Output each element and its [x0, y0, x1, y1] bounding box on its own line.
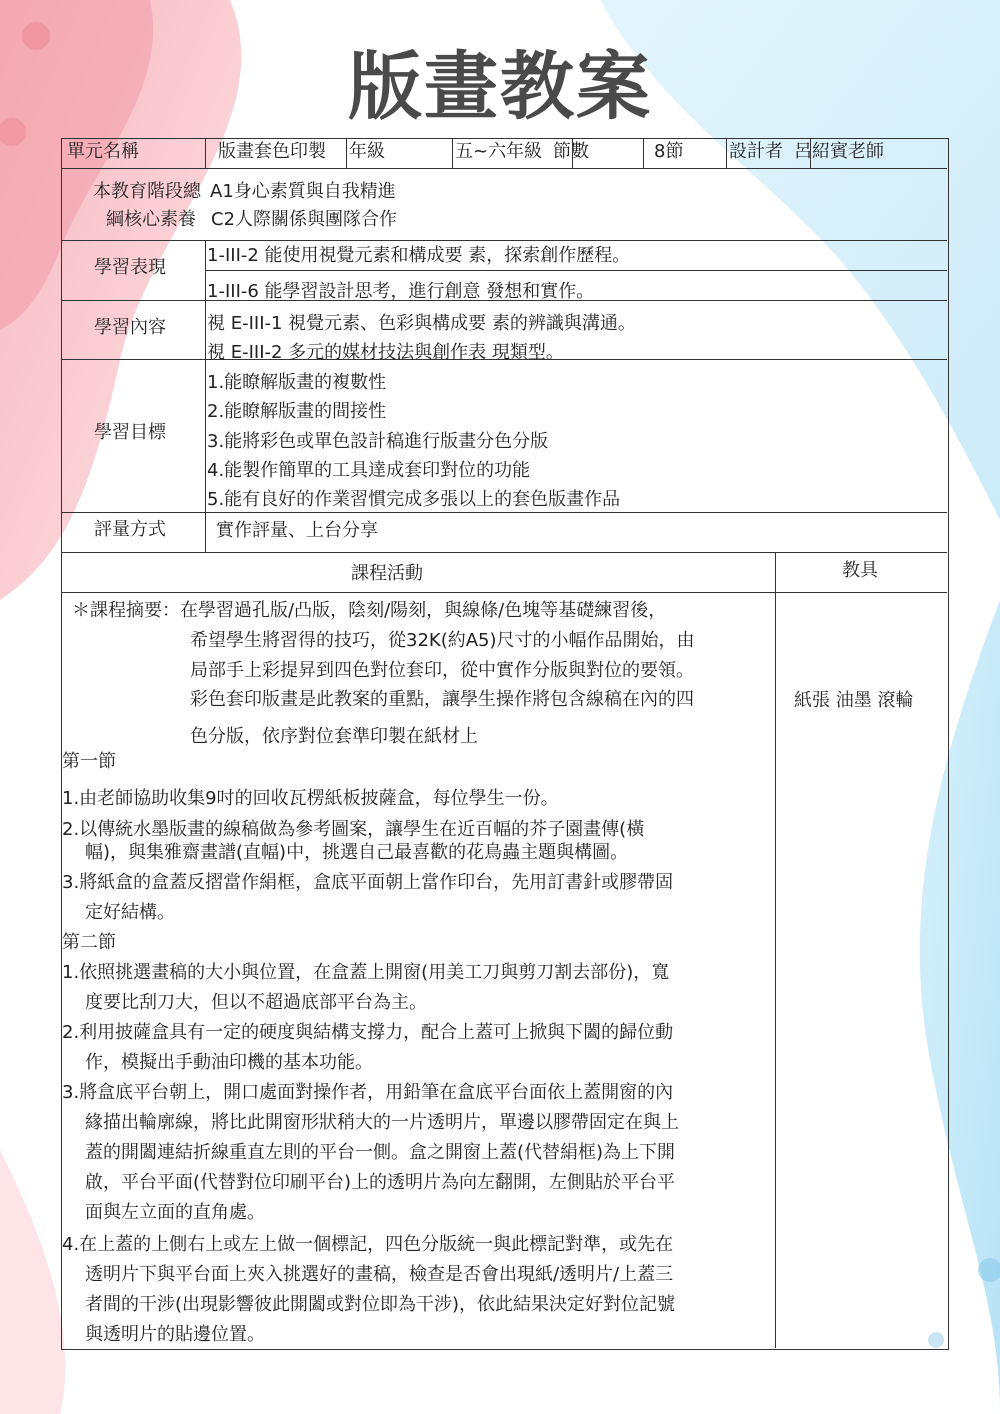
unit-value: 版畫套色印製	[218, 141, 326, 162]
section2-line: 蓋的開闔連結折線重直左則的平台一側。盒之開窗上蓋(代替絹框)為上下開	[85, 1142, 676, 1163]
competency-value: C2人際關係與團隊合作	[211, 209, 398, 230]
competency-value: A1身心素質與自我精進	[210, 181, 396, 202]
section1-line: 2.以傳統水墨版畫的線稿做為參考圖案，讓學生在近百幅的芥子園畫傳(橫	[62, 819, 645, 840]
content-item: 視 E-III-1 視覺元素、色彩與構成要 素的辨識與溝通。	[207, 313, 636, 334]
col-divider	[643, 138, 644, 168]
assessment-value: 實作評量、上台分享	[216, 520, 378, 541]
summary-line: 局部手上彩提昇到四色對位套印，從中實作分版與對位的要領。	[190, 660, 694, 681]
competency-label-line1: 本教育階段總	[93, 181, 201, 202]
col-divider	[775, 552, 776, 1348]
content-item: 視 E-III-2 多元的媒材技法與創作表 現類型。	[207, 342, 564, 363]
inner-divider	[205, 270, 947, 271]
section1-line: 3.將紙盒的盒蓋反摺當作絹框，盒底平面朝上當作印台，先用訂書針或膠帶固	[62, 872, 674, 893]
objective-item: 1.能瞭解版畫的複數性	[207, 372, 387, 393]
assessment-label: 評量方式	[94, 519, 166, 540]
section-title: 第二節	[62, 932, 116, 953]
summary-line: 色分版，依序對位套準印製在紙材上	[190, 726, 478, 747]
activities-header: 課程活動	[351, 563, 423, 584]
section2-line: 面與左立面的直角處。	[85, 1202, 265, 1223]
section1-line: 定好結構。	[85, 902, 175, 923]
objective-item: 4.能製作簡單的工具達成套印對位的功能	[207, 460, 531, 481]
objective-item: 3.能將彩色或單色設計稿進行版畫分色分版	[207, 431, 549, 452]
section2-line: 者間的干涉(出現影響彼此開闔或對位即為干涉)，依此結果決定好對位記號	[85, 1294, 676, 1315]
col-divider	[726, 138, 727, 168]
page-title: 版畫教案	[348, 44, 652, 130]
grade-value: 五~六年級	[455, 141, 543, 162]
objective-item: 2.能瞭解版畫的間接性	[207, 401, 387, 422]
row-divider	[61, 512, 947, 513]
summary-line: ＊課程摘要：在學習過孔版/凸版，陰刻/陽刻，與線條/色塊等基礎練習後，	[72, 600, 667, 621]
section2-line: 作，模擬出手動油印機的基本功能。	[85, 1052, 373, 1073]
section1-line: 1.由老師協助收集9吋的回收瓦楞紙板披薩盒，每位學生一份。	[62, 788, 559, 809]
content-label: 學習內容	[94, 317, 166, 338]
summary-line: 彩色套印版畫是此教案的重點，讓學生操作將包含線稿在內的四	[190, 689, 694, 710]
row-divider	[61, 168, 947, 169]
row-divider	[61, 592, 947, 593]
objectives-label: 學習目標	[94, 422, 166, 443]
col-divider	[346, 138, 347, 168]
periods-label: 節數	[553, 141, 589, 162]
tools-value: 紙張 油墨 滾輪	[794, 690, 914, 711]
performance-item: 1-III-6 能學習設計思考，進行創意 發想和實作。	[207, 281, 595, 302]
col-divider	[205, 138, 206, 168]
section2-line: 啟，平台平面(代替對位印刷平台)上的透明片為向左翻開，左側貼於平台平	[85, 1172, 676, 1193]
section2-line: 透明片下與平台面上夾入挑選好的畫稿，檢查是否會出現紙/透明片/上蓋三	[85, 1264, 674, 1285]
designer-label: 設計者	[729, 141, 783, 162]
section2-line: 度要比刮刀大，但以不超過底部平台為主。	[85, 992, 427, 1013]
col-divider	[452, 138, 453, 168]
row-divider	[61, 552, 947, 553]
unit-label: 單元名稱	[67, 141, 139, 162]
designer-value: 呂紹賓老師	[794, 141, 884, 162]
periods-value: 8節	[654, 141, 684, 162]
section2-line: 1.依照挑選畫稿的大小與位置，在盒蓋上開窗(用美工刀與剪刀割去部份)，寬	[62, 962, 670, 983]
tools-header: 教具	[842, 560, 878, 581]
section1-line: 幅)，與集雅齋畫譜(直幅)中，挑選自己最喜歡的花鳥蟲主題與構圖。	[85, 842, 629, 863]
row-divider	[61, 240, 947, 241]
col-divider	[205, 240, 206, 552]
section2-line: 3.將盒底平台朝上，開口處面對操作者，用鉛筆在盒底平台面依上蓋開窗的內	[62, 1082, 674, 1103]
section-title: 第一節	[62, 751, 116, 772]
section2-line: 與透明片的貼邊位置。	[85, 1324, 265, 1345]
competency-label-line2: 綱核心素養	[106, 209, 196, 230]
performance-label: 學習表現	[94, 257, 166, 278]
objective-item: 5.能有良好的作業習慣完成多張以上的套色版畫作品	[207, 489, 621, 510]
section2-line: 4.在上蓋的上側右上或左上做一個標記，四色分版統一與此標記對準，或先在	[62, 1234, 674, 1255]
performance-item: 1-III-2 能使用視覺元素和構成要 素，探索創作歷程。	[207, 245, 631, 266]
section2-line: 2.利用披薩盒具有一定的硬度與結構支撐力，配合上蓋可上掀與下闔的歸位動	[62, 1022, 674, 1043]
section2-line: 緣描出輪廓線，將比此開窗形狀稍大的一片透明片，單邊以膠帶固定在與上	[85, 1112, 679, 1133]
summary-line: 希望學生將習得的技巧，從32K(約A5)尺寸的小幅作品開始，由	[190, 630, 695, 651]
grade-label: 年級	[349, 141, 385, 162]
